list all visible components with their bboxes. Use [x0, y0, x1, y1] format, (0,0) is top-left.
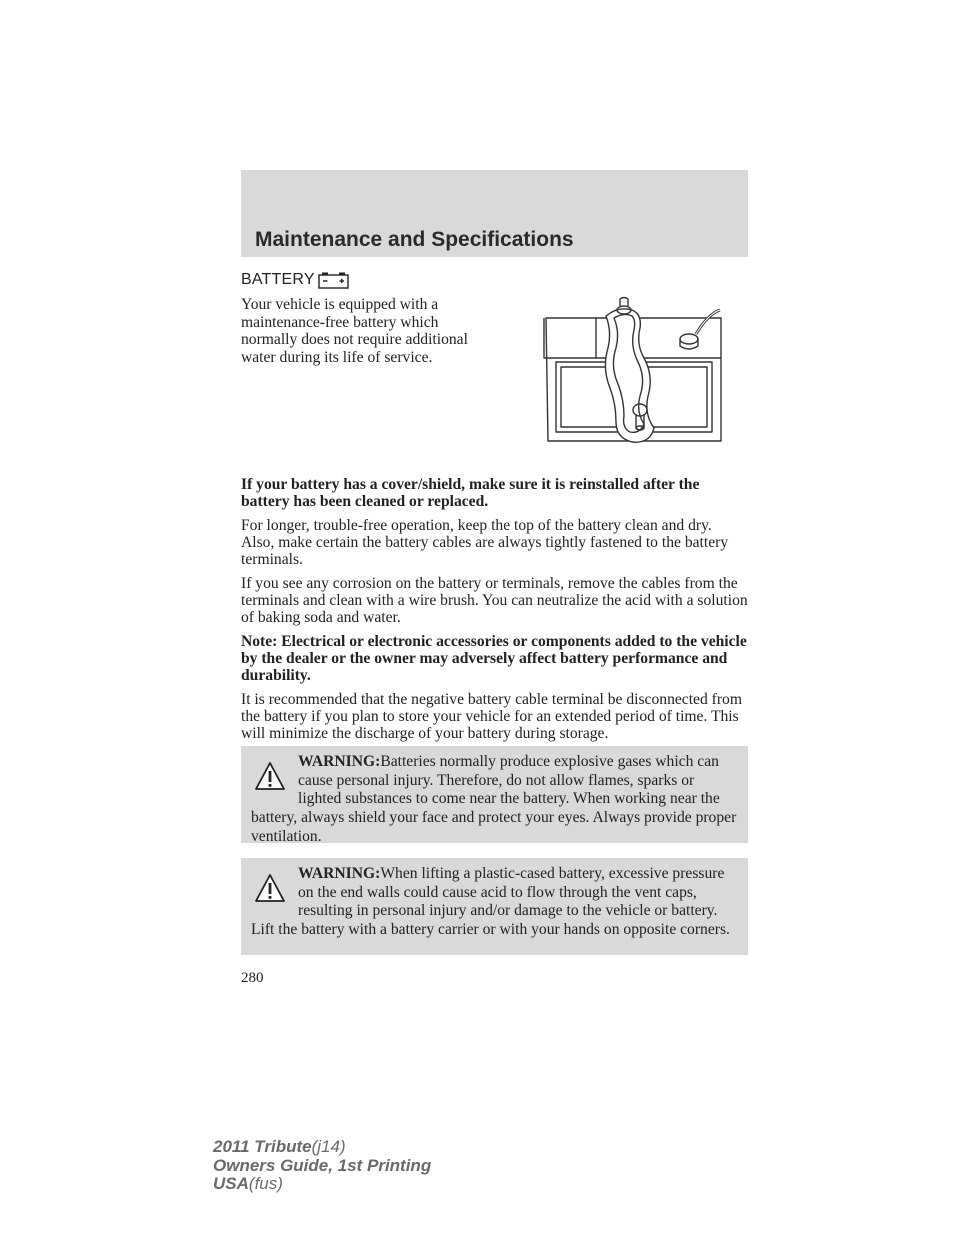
battery-body-text	[241, 476, 748, 749]
print-footer	[213, 1138, 431, 1194]
storage-paragraph: It is recommended that the negative battery cable terminal be disconnected from the battery if you plan to store your vehicle for an extended period of time. This will minimize the discharge of your battery during storage.	[241, 691, 742, 742]
battery-illustration	[536, 296, 731, 446]
warning-text: When lifting a plastic-cased battery, excessive pressure on the end walls could cause acid to flow through the vent caps, resulting in personal injury and/or damage to the vehicle or battery. Lift the battery with a battery carrier or with your hands on opposite corners.	[251, 865, 730, 939]
cover-shield-paragraph: If your battery has a cover/shield, make sure it is reinstalled after the battery has been cleaned or replaced.	[241, 476, 700, 510]
footer-guide: Owners Guide, 1st Printing	[213, 1155, 432, 1175]
battery-icon	[318, 272, 349, 289]
note-paragraph: Note: Electrical or electronic accessories or components added to the vehicle by the dealer or the owner may adversely affect battery performance and durability.	[241, 633, 747, 684]
warning-box	[241, 746, 748, 843]
corrosion-paragraph: If you see any corrosion on the battery or terminals, remove the cables from the terminals and clean with a wire brush. You can neutralize the acid with a solution of baking soda and water.	[241, 575, 748, 626]
warning-label: WARNING:	[298, 865, 381, 882]
warning-triangle-icon	[254, 761, 286, 791]
warning-label: WARNING:	[298, 753, 381, 770]
maintenance-paragraph: For longer, trouble-free operation, keep the top of the battery clean and dry. Also, make certain the battery cables are always tightly fastened to the battery terminals.	[241, 517, 729, 568]
footer-line-1	[213, 1138, 431, 1157]
footer-line-3	[213, 1175, 431, 1194]
footer-model: 2011 Tribute	[213, 1137, 312, 1156]
battery-heading	[241, 271, 349, 289]
warning-box	[241, 858, 748, 955]
footer-model-code: (j14)	[311, 1137, 346, 1156]
warning-text: Batteries normally produce explosive gases which can cause personal injury. Therefore, do not allow flames, sparks or lighted substances to come near the battery. When working near the battery, always shield your face and protect your eyes. Always provide proper ventilation.	[251, 753, 737, 845]
battery-intro-paragraph: Your vehicle is equipped with a maintenance-free battery which normally does not require additional water during its life of service.	[241, 296, 468, 366]
footer-region: USA	[213, 1174, 249, 1194]
footer-line-2	[213, 1157, 431, 1176]
page-title: Maintenance and Specifications	[255, 228, 574, 251]
section-header-band	[241, 170, 748, 257]
footer-region-code: (fus)	[248, 1174, 283, 1194]
warning-triangle-icon	[254, 873, 286, 903]
page-number: 280	[241, 970, 264, 986]
battery-heading-text: BATTERY	[241, 271, 315, 288]
